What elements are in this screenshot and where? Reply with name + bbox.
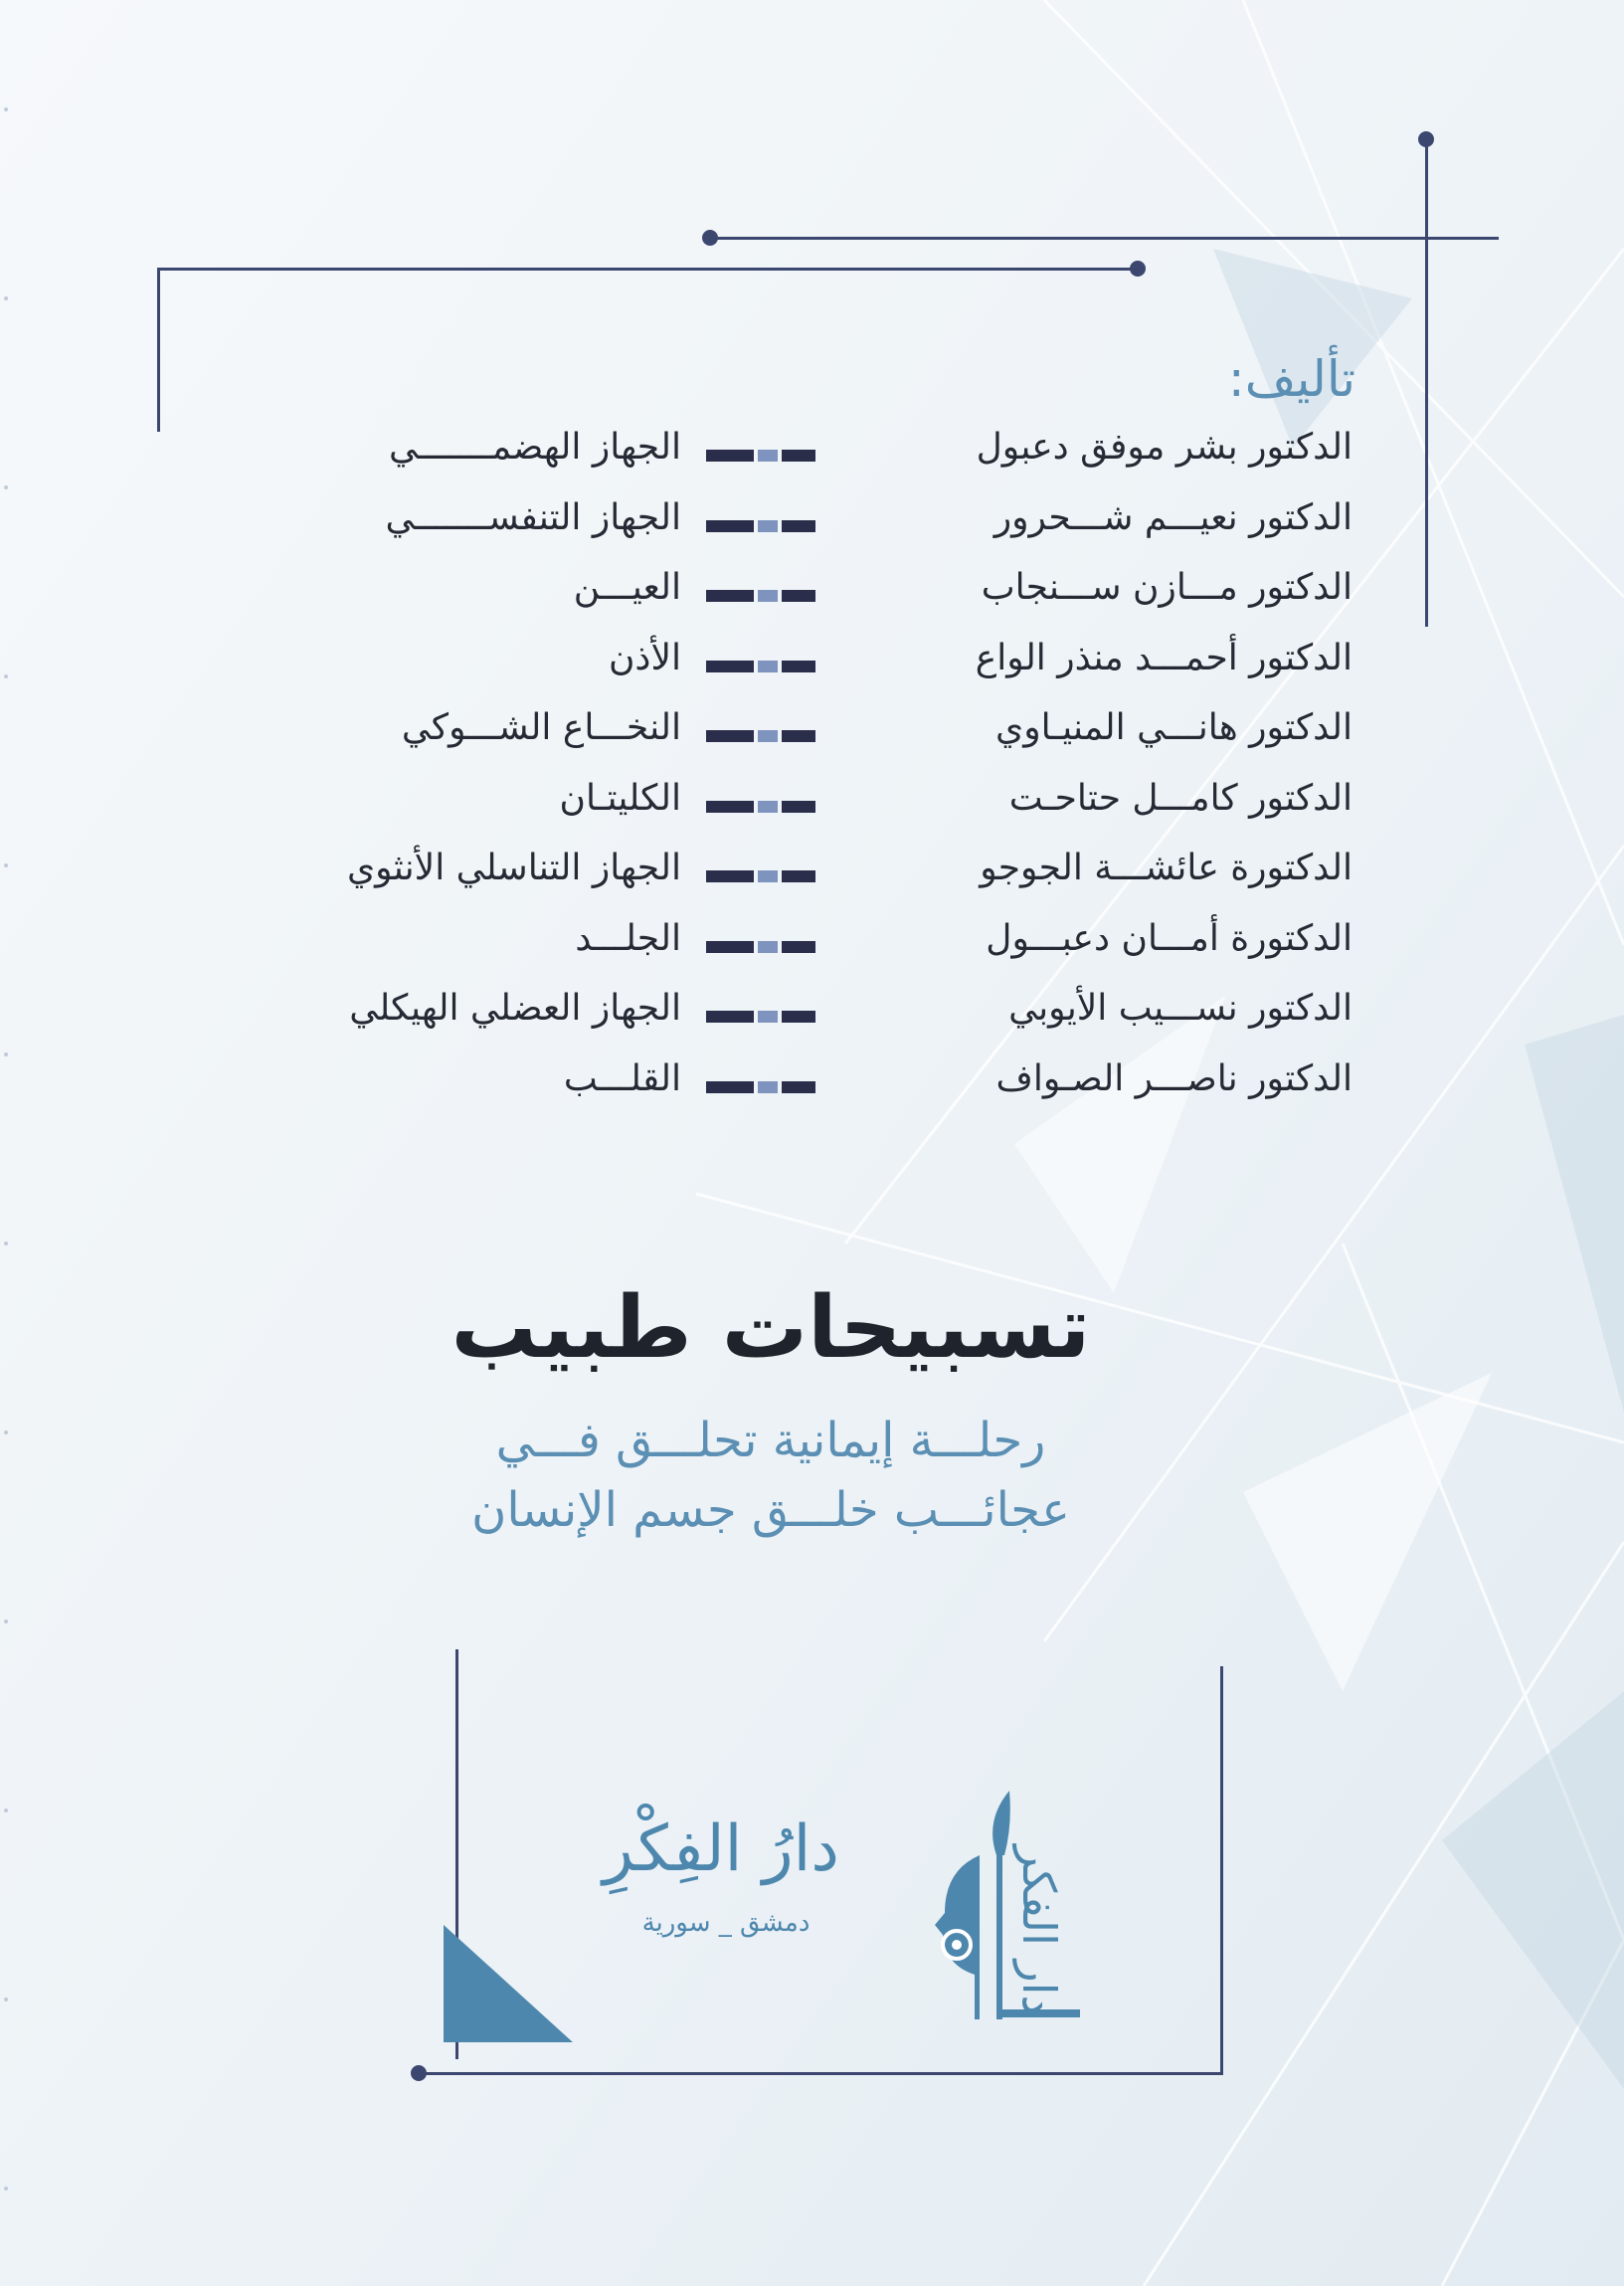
separator-bar <box>706 1011 815 1023</box>
separator-bar <box>706 520 815 532</box>
author-row <box>229 634 1353 704</box>
subtitle-line-2: عجائـــب خلـــق جسم الإنسان <box>471 1482 1070 1538</box>
author-name: الدكتور كامـــل حتاحـت <box>1008 777 1353 819</box>
top-frame-horizontal-upper <box>708 237 1499 240</box>
author-name: الدكتور بشر موفق دعبول <box>976 427 1353 468</box>
publisher-name: دارُ الفِكْرِ <box>603 1812 839 1886</box>
author-row <box>229 774 1353 845</box>
author-topic: العيـــن <box>573 567 681 608</box>
author-name: الدكتورة عائشـــة الجوجو <box>980 848 1353 888</box>
separator-bar <box>706 730 815 742</box>
author-name: الدكتور نعيـــم شـــحرور <box>993 496 1353 538</box>
author-name: الدكتور ناصـــر الصـواف <box>995 1057 1353 1099</box>
bottom-frame-horizontal <box>418 2072 1223 2075</box>
publisher-place: دمشق _ سورية <box>641 1908 811 1938</box>
separator-bar <box>706 450 815 462</box>
author-row <box>229 984 1353 1054</box>
bottom-frame-vertical-right <box>1220 1666 1223 2075</box>
subtitle-line-1: رحلـــة إيمانية تحلـــق فـــي <box>495 1413 1046 1468</box>
publisher-logo-text: دار الفكر <box>1012 1845 1066 2015</box>
separator-bar <box>706 941 815 953</box>
bottom-frame-dot <box>411 2065 427 2081</box>
top-frame-horizontal-lower <box>157 268 1137 271</box>
author-topic: القلـــب <box>563 1057 681 1099</box>
author-topic: الجهاز الهضمـــــــي <box>388 427 681 468</box>
top-frame-dot-right <box>1418 131 1434 147</box>
separator-bar <box>706 1081 815 1093</box>
corner-triangle <box>444 1925 573 2042</box>
top-frame-vertical-left <box>157 268 160 432</box>
separator-bar <box>706 661 815 672</box>
book-title: تسبيحات طبيب <box>451 1278 1091 1378</box>
author-name: الدكتور نســـيب الأيوبي <box>1008 988 1353 1029</box>
author-topic: الجهاز التناسلي الأنثوي <box>347 848 681 888</box>
author-topic: النخـــاع الشـــوكي <box>401 707 681 748</box>
author-row <box>229 493 1353 564</box>
author-topic: الجهاز التنفســـــــي <box>385 496 681 538</box>
authors-list <box>229 423 1353 1124</box>
author-topic: الجهاز العضلي الهيكلي <box>349 988 681 1029</box>
author-topic: الأذن <box>608 637 681 678</box>
author-row <box>229 703 1353 774</box>
author-name: الدكتور أحمـــد منذر الواع <box>975 637 1353 678</box>
top-frame-dot-upper <box>702 230 718 246</box>
separator-bar <box>706 870 815 882</box>
top-frame-vertical-right <box>1425 139 1428 627</box>
author-row <box>229 1054 1353 1125</box>
author-name: الدكتور مـــازن ســـنجاب <box>981 567 1353 608</box>
author-row <box>229 423 1353 493</box>
author-topic: الجلـــد <box>575 917 681 959</box>
author-row <box>229 914 1353 985</box>
author-name: الدكتور هانـــي المنيـاوي <box>995 707 1353 748</box>
author-topic: الكليتـان <box>559 777 681 819</box>
authors-label: تأليف: <box>1227 350 1355 408</box>
author-row <box>229 563 1353 634</box>
author-name: الدكتورة أمـــان دعبـــول <box>986 917 1353 959</box>
author-row <box>229 844 1353 914</box>
separator-bar <box>706 801 815 813</box>
separator-bar <box>706 590 815 602</box>
top-frame-dot-lower <box>1130 261 1146 277</box>
